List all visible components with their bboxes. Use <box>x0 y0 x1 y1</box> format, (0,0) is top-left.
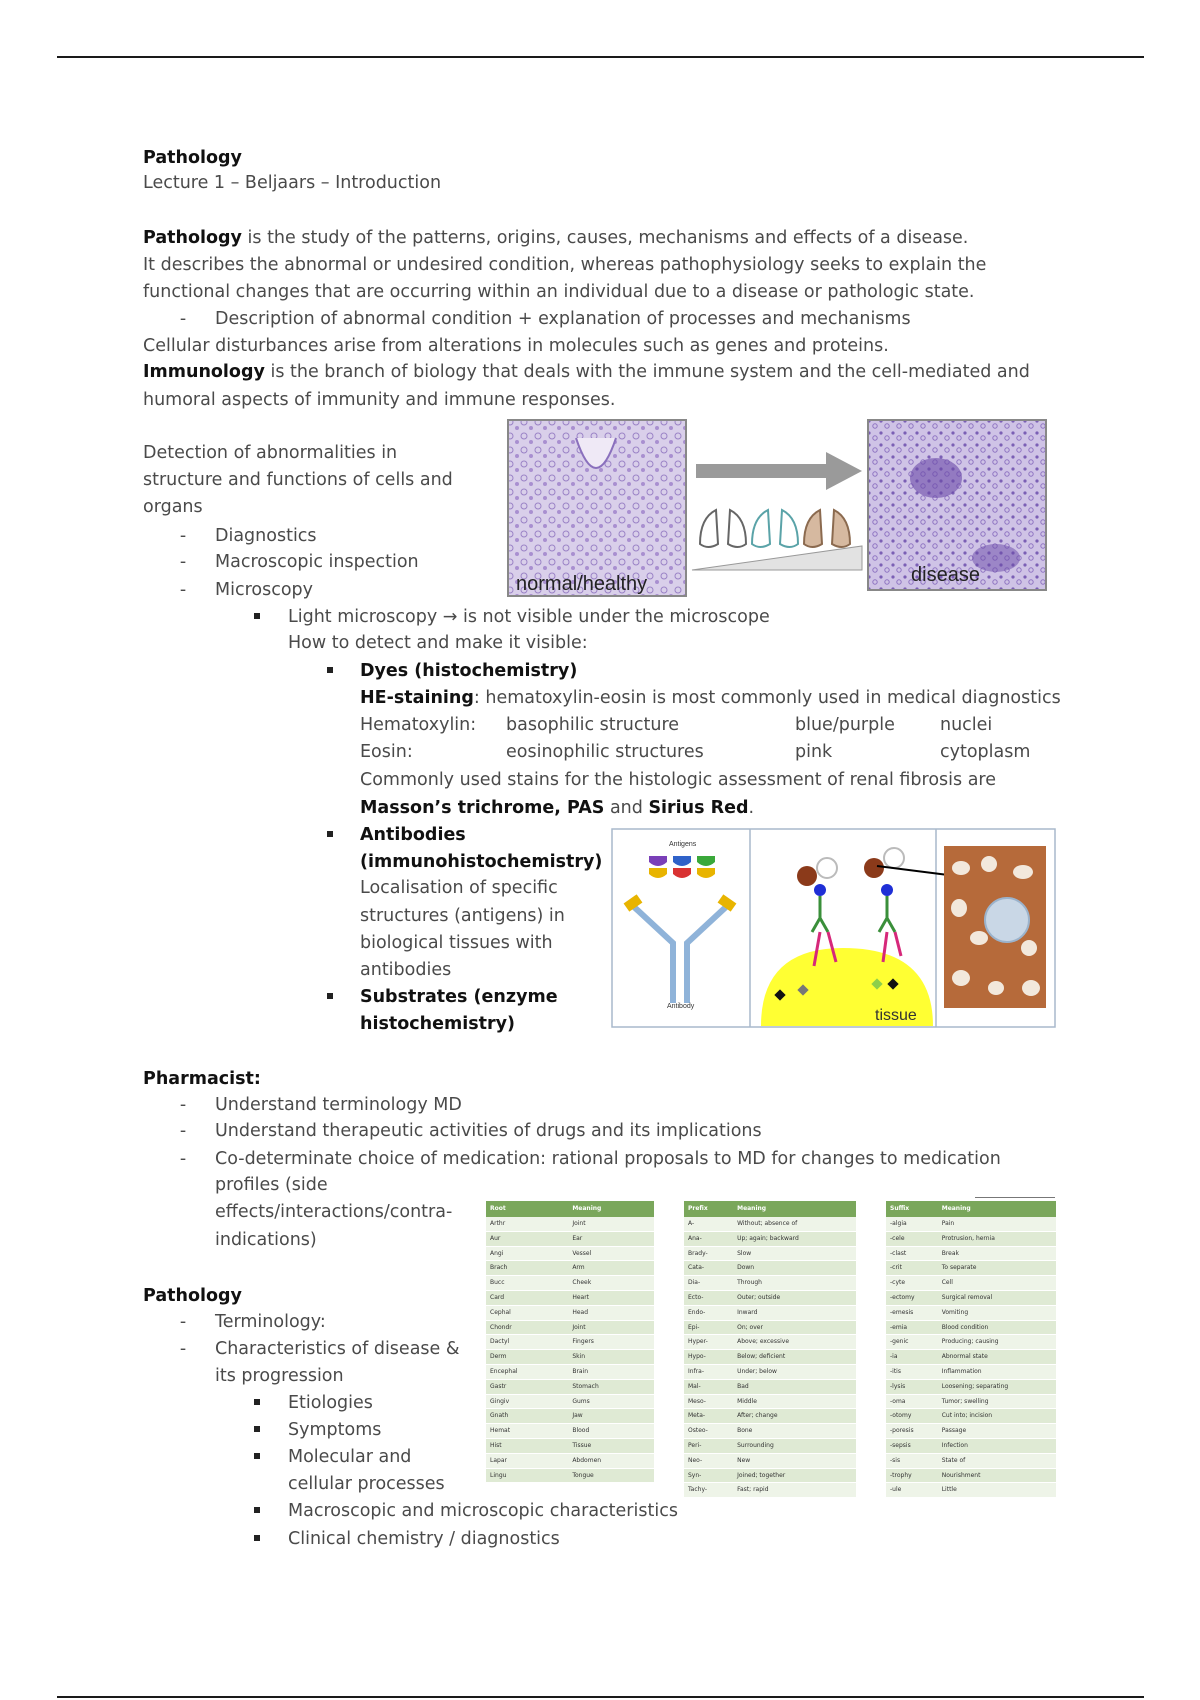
he-staining-desc: : hematoxylin-eosin is most commonly used in medical diagnostics <box>473 688 1061 708</box>
table-row <box>486 1468 654 1483</box>
table-cell: Gingiv <box>486 1394 568 1409</box>
table-header-row <box>684 1201 856 1217</box>
table-cell: Cheek <box>568 1276 654 1291</box>
stain-eosin-name: Eosin: <box>360 742 413 762</box>
pathology-definition: is the study of the patterns, origins, causes, mechanisms and effects of a disease. <box>241 228 969 248</box>
renal-line: Commonly used stains for the histologic assessment of renal fibrosis are <box>360 770 996 790</box>
table-row <box>886 1364 1056 1379</box>
table-cell: Hyper- <box>684 1335 733 1350</box>
table-row <box>886 1438 1056 1453</box>
table-row <box>886 1335 1056 1350</box>
dash-bullet: - <box>179 1121 187 1141</box>
table-cell: Cut into; incision <box>938 1409 1056 1424</box>
table-cell: Blood condition <box>938 1320 1056 1335</box>
table-cell: -ia <box>886 1350 938 1365</box>
stains-end: . <box>748 798 755 818</box>
table-cell: Cell <box>938 1276 1056 1291</box>
table-row <box>486 1305 654 1320</box>
table-cell: Endo- <box>684 1305 733 1320</box>
detection-line-2: structure and functions of cells and <box>143 470 453 490</box>
table-cell: Arm <box>568 1261 654 1276</box>
dash-bullet: - <box>179 1095 187 1115</box>
suffix-terms-table <box>886 1201 1056 1498</box>
table-header-cell: Meaning <box>733 1201 856 1217</box>
root-terms-table <box>486 1201 654 1483</box>
table-cell: Card <box>486 1290 568 1305</box>
table-cell: Abdomen <box>568 1453 654 1468</box>
table-cell: -otomy <box>886 1409 938 1424</box>
table-cell: Jaw <box>568 1409 654 1424</box>
table-cell: -emesis <box>886 1305 938 1320</box>
substrates-subtitle: histochemistry) <box>360 1014 516 1034</box>
table-row <box>684 1231 856 1246</box>
pharmacist-item-2: Understand therapeutic activities of drugs and its implications <box>215 1121 762 1141</box>
intro-paragraph-1 <box>143 225 968 251</box>
table-cell: Fast; rapid <box>733 1483 856 1498</box>
table-cell: Up; again; backward <box>733 1231 856 1246</box>
table-cell: -sepsis <box>886 1438 938 1453</box>
stain-hematoxylin-color: blue/purple <box>795 715 895 735</box>
light-microscopy: Light microscopy → is not visible under the microscope <box>288 607 770 627</box>
table-cell: Joint <box>568 1320 654 1335</box>
square-bullet <box>327 993 333 999</box>
table-cell: Down <box>733 1261 856 1276</box>
square-bullet <box>254 1453 260 1459</box>
immunohistochemistry-figure <box>611 828 1056 1028</box>
table-cell: -oma <box>886 1394 938 1409</box>
table-cell: Outer; outside <box>733 1290 856 1305</box>
table-cell: Syn- <box>684 1468 733 1483</box>
table-cell: Abnormal state <box>938 1350 1056 1365</box>
dash-bullet: - <box>179 1312 187 1332</box>
table-cell: Inflammation <box>938 1364 1056 1379</box>
table-row <box>684 1394 856 1409</box>
table-cell: Gastr <box>486 1379 568 1394</box>
table-row <box>684 1261 856 1276</box>
table-row <box>486 1276 654 1291</box>
table-row <box>486 1424 654 1439</box>
pharmacist-item-1: Understand terminology MD <box>215 1095 462 1115</box>
table-cell: Lingu <box>486 1468 568 1483</box>
table-cell: -genic <box>886 1335 938 1350</box>
antibodies-subtitle: (immunohistochemistry) <box>360 852 603 872</box>
table-row <box>886 1320 1056 1335</box>
stain-hematoxylin-name: Hematoxylin: <box>360 715 477 735</box>
table-header-cell: Meaning <box>938 1201 1056 1217</box>
table-cell: Peri- <box>684 1438 733 1453</box>
table-row <box>684 1364 856 1379</box>
square-bullet <box>327 831 333 837</box>
table-row <box>886 1424 1056 1439</box>
table-cell: -lysis <box>886 1379 938 1394</box>
table-row <box>486 1409 654 1424</box>
table-cell: Under; below <box>733 1364 856 1379</box>
table-row <box>886 1246 1056 1261</box>
table-cell: Meta- <box>684 1409 733 1424</box>
table-row <box>886 1409 1056 1424</box>
table-row <box>684 1483 856 1498</box>
table-row <box>684 1438 856 1453</box>
table-cell: -cele <box>886 1231 938 1246</box>
detection-line-1: Detection of abnormalities in <box>143 443 398 463</box>
table-row <box>684 1305 856 1320</box>
pharmacist-item-3-cont-2: effects/interactions/contra- <box>215 1202 453 1222</box>
table-cell: -ule <box>886 1483 938 1498</box>
table-cell: Tongue <box>568 1468 654 1483</box>
square-bullet <box>327 667 333 673</box>
table-cell: Dia- <box>684 1276 733 1291</box>
intro-paragraph-4 <box>143 359 1030 385</box>
table-row <box>486 1350 654 1365</box>
table-row <box>886 1468 1056 1483</box>
sub-macroscopic: Macroscopic and microscopic characteristics <box>288 1501 678 1521</box>
table-cell: Lapar <box>486 1453 568 1468</box>
table-cell: Middle <box>733 1394 856 1409</box>
table-cell: Through <box>733 1276 856 1291</box>
disease-label: disease <box>911 564 980 586</box>
intro-paragraph-4b: humoral aspects of immunity and immune responses. <box>143 390 616 410</box>
table-cell: Slow <box>733 1246 856 1261</box>
table-cell: Passage <box>938 1424 1056 1439</box>
normal-label: normal/healthy <box>516 573 648 595</box>
table-row <box>486 1217 654 1231</box>
table-cell: Little <box>938 1483 1056 1498</box>
table-row <box>486 1438 654 1453</box>
table-row <box>684 1350 856 1365</box>
table-cell: Ecto- <box>684 1290 733 1305</box>
detection-item-macroscopic: Macroscopic inspection <box>215 552 419 572</box>
table-cell: Infection <box>938 1438 1056 1453</box>
immunology-definition: is the branch of biology that deals with the immune system and the cell-mediated and <box>264 362 1030 382</box>
table-row <box>684 1409 856 1424</box>
stain-eosin-target: cytoplasm <box>940 742 1031 762</box>
table-row <box>486 1261 654 1276</box>
histology-figure <box>506 418 1056 598</box>
immunology-term: Immunology <box>143 362 265 382</box>
table-cell: Tissue <box>568 1438 654 1453</box>
table-cell: Arthr <box>486 1217 568 1231</box>
dash-bullet: - <box>179 1149 187 1169</box>
table-cell: Joint <box>568 1217 654 1231</box>
substrates-title: Substrates (enzyme <box>360 987 558 1007</box>
table-cell: Skin <box>568 1350 654 1365</box>
normal-tissue-image <box>508 420 686 596</box>
table-row <box>486 1394 654 1409</box>
table-cell: Loosening; separating <box>938 1379 1056 1394</box>
severity-wedge <box>692 546 862 570</box>
detection-item-microscopy: Microscopy <box>215 580 314 600</box>
table-cell: Epi- <box>684 1320 733 1335</box>
table-cell: -ectomy <box>886 1290 938 1305</box>
table-cell: Encephal <box>486 1364 568 1379</box>
pharmacist-item-3-cont-1: profiles (side <box>215 1175 328 1195</box>
antibodies-desc-2: structures (antigens) in <box>360 906 565 926</box>
table-row <box>886 1217 1056 1231</box>
table-row <box>886 1350 1056 1365</box>
table-row <box>486 1231 654 1246</box>
table-cell: Joined; together <box>733 1468 856 1483</box>
pathology-section-title: Pathology <box>143 1286 242 1306</box>
table-cell: Meso- <box>684 1394 733 1409</box>
table-cell: -emia <box>886 1320 938 1335</box>
table-cell: -itis <box>886 1364 938 1379</box>
table-row <box>886 1261 1056 1276</box>
table-cell: Producing; causing <box>938 1335 1056 1350</box>
he-staining-term: HE-staining <box>360 688 474 708</box>
pathology-term: Pathology <box>143 228 242 248</box>
table-row <box>486 1364 654 1379</box>
table-cell: Osteo- <box>684 1424 733 1439</box>
table-cell: Fingers <box>568 1335 654 1350</box>
antibodies-desc-1: Localisation of specific <box>360 878 558 898</box>
table-divider <box>975 1197 1055 1198</box>
table-cell: Gums <box>568 1394 654 1409</box>
antibodies-desc-3: biological tissues with <box>360 933 553 953</box>
table-cell: Tumor; swelling <box>938 1394 1056 1409</box>
table-cell: Bad <box>733 1379 856 1394</box>
table-row <box>486 1246 654 1261</box>
table-cell: -clast <box>886 1246 938 1261</box>
table-header-cell: Suffix <box>886 1201 938 1217</box>
ihc-tissue-image <box>944 846 1046 1008</box>
table-row <box>684 1379 856 1394</box>
arrow-icon <box>696 452 862 490</box>
table-header-row <box>886 1201 1056 1217</box>
square-bullet <box>254 1399 260 1405</box>
table-cell: To separate <box>938 1261 1056 1276</box>
table-cell: Below; deficient <box>733 1350 856 1365</box>
lungs-icon <box>700 510 850 547</box>
table-row <box>684 1320 856 1335</box>
table-cell: On; over <box>733 1320 856 1335</box>
table-cell: Pain <box>938 1217 1056 1231</box>
how-to-detect: How to detect and make it visible: <box>288 633 588 653</box>
dash-bullet: - <box>179 309 187 329</box>
table-cell: Bucc <box>486 1276 568 1291</box>
table-cell: Cephal <box>486 1305 568 1320</box>
square-bullet <box>254 1426 260 1432</box>
stain-names-1: Masson’s trichrome, PAS <box>360 798 605 818</box>
sub-symptoms: Symptoms <box>288 1420 382 1440</box>
square-bullet <box>254 613 260 619</box>
table-header-row <box>486 1201 654 1217</box>
antibody-label: Antibody <box>667 1003 695 1010</box>
intro-bullet: Description of abnormal condition + explanation of processes and mechanisms <box>215 309 911 329</box>
sub-etiologies: Etiologies <box>288 1393 373 1413</box>
table-row <box>684 1453 856 1468</box>
table-row <box>684 1424 856 1439</box>
table-row <box>684 1246 856 1261</box>
table-header-cell: Root <box>486 1201 568 1217</box>
stain-eosin-structure: eosinophilic structures <box>506 742 704 762</box>
table-cell: Brain <box>568 1364 654 1379</box>
table-cell: Cata- <box>684 1261 733 1276</box>
table-header-cell: Prefix <box>684 1201 733 1217</box>
table-cell: A- <box>684 1217 733 1231</box>
table-row <box>886 1290 1056 1305</box>
table-cell: -algia <box>886 1217 938 1231</box>
table-cell: -trophy <box>886 1468 938 1483</box>
table-cell: -poresis <box>886 1424 938 1439</box>
table-cell: Heart <box>568 1290 654 1305</box>
antigens-label: Antigens <box>669 841 697 848</box>
table-cell: Vessel <box>568 1246 654 1261</box>
table-cell: Bone <box>733 1424 856 1439</box>
table-row <box>486 1379 654 1394</box>
table-row <box>684 1290 856 1305</box>
intro-paragraph-2b: functional changes that are occurring within an individual due to a disease or pathologic state. <box>143 282 975 302</box>
dash-bullet: - <box>179 1339 187 1359</box>
table-cell: Derm <box>486 1350 568 1365</box>
top-rule <box>57 56 1144 58</box>
table-row <box>886 1379 1056 1394</box>
table-cell: Head <box>568 1305 654 1320</box>
table-row <box>886 1483 1056 1498</box>
square-bullet <box>254 1507 260 1513</box>
sub-molecular-cont: cellular processes <box>288 1474 445 1494</box>
stain-eosin-color: pink <box>795 742 833 762</box>
table-row <box>486 1453 654 1468</box>
stains-and: and <box>604 798 649 818</box>
table-row <box>486 1320 654 1335</box>
sub-clinical-chemistry: Clinical chemistry / diagnostics <box>288 1529 560 1549</box>
table-cell: -sis <box>886 1453 938 1468</box>
stain-names-2: Sirius Red <box>648 798 749 818</box>
antibodies-desc-4: antibodies <box>360 960 452 980</box>
table-row <box>886 1394 1056 1409</box>
table-cell: Surrounding <box>733 1438 856 1453</box>
table-cell: Angi <box>486 1246 568 1261</box>
pathology-item-characteristics-cont: its progression <box>215 1366 344 1386</box>
pharmacist-title: Pharmacist: <box>143 1069 261 1089</box>
table-cell: Nourishment <box>938 1468 1056 1483</box>
table-cell: Inward <box>733 1305 856 1320</box>
table-cell: Break <box>938 1246 1056 1261</box>
sub-molecular: Molecular and <box>288 1447 412 1467</box>
stains-line <box>360 795 754 821</box>
table-cell: Brach <box>486 1261 568 1276</box>
table-cell: -cyte <box>886 1276 938 1291</box>
antibodies-title: Antibodies <box>360 825 466 845</box>
dash-bullet: - <box>179 552 187 572</box>
detection-line-3: organs <box>143 497 203 517</box>
table-cell: Chondr <box>486 1320 568 1335</box>
stain-hematoxylin-structure: basophilic structure <box>506 715 680 735</box>
prefix-terms-table <box>684 1201 856 1498</box>
table-row <box>886 1453 1056 1468</box>
he-staining-line <box>360 685 1061 711</box>
pharmacist-item-3: Co-determinate choice of medication: rational proposals to MD for changes to medication <box>215 1149 1001 1169</box>
table-cell: Surgical removal <box>938 1290 1056 1305</box>
table-row <box>684 1468 856 1483</box>
table-cell: New <box>733 1453 856 1468</box>
table-row <box>684 1276 856 1291</box>
pharmacist-item-3-cont-3: indications) <box>215 1230 317 1250</box>
table-cell: Stomach <box>568 1379 654 1394</box>
table-cell: Brady- <box>684 1246 733 1261</box>
table-cell: Vomiting <box>938 1305 1056 1320</box>
table-cell: Hypo- <box>684 1350 733 1365</box>
table-cell: Ear <box>568 1231 654 1246</box>
table-cell: After; change <box>733 1409 856 1424</box>
stain-hematoxylin-target: nuclei <box>940 715 993 735</box>
intro-paragraph-3: Cellular disturbances arise from alterations in molecules such as genes and proteins. <box>143 336 889 356</box>
table-cell: Infra- <box>684 1364 733 1379</box>
table-cell: Protrusion, hernia <box>938 1231 1056 1246</box>
table-cell: Without; absence of <box>733 1217 856 1231</box>
table-row <box>486 1335 654 1350</box>
dash-bullet: - <box>179 526 187 546</box>
table-cell: Aur <box>486 1231 568 1246</box>
page-title: Pathology <box>143 148 242 168</box>
table-cell: Mal- <box>684 1379 733 1394</box>
table-row <box>684 1217 856 1231</box>
table-cell: Ana- <box>684 1231 733 1246</box>
tissue-label: tissue <box>875 1007 917 1024</box>
table-cell: Tachy- <box>684 1483 733 1498</box>
table-cell: Hemat <box>486 1424 568 1439</box>
page-subtitle: Lecture 1 – Beljaars – Introduction <box>143 173 442 193</box>
table-cell: Neo- <box>684 1453 733 1468</box>
table-cell: Above; excessive <box>733 1335 856 1350</box>
table-row <box>886 1231 1056 1246</box>
table-cell: Hist <box>486 1438 568 1453</box>
dash-bullet: - <box>179 580 187 600</box>
intro-paragraph-2a: It describes the abnormal or undesired condition, whereas pathophysiology seeks to explain the <box>143 255 987 275</box>
square-bullet <box>254 1535 260 1541</box>
table-cell: Blood <box>568 1424 654 1439</box>
table-row <box>684 1335 856 1350</box>
table-row <box>486 1290 654 1305</box>
dyes-title: Dyes (histochemistry) <box>360 661 578 681</box>
table-cell: State of <box>938 1453 1056 1468</box>
pathology-item-characteristics: Characteristics of disease & <box>215 1339 460 1359</box>
detection-item-diagnostics: Diagnostics <box>215 526 317 546</box>
table-cell: Gnath <box>486 1409 568 1424</box>
table-header-cell: Meaning <box>568 1201 654 1217</box>
table-cell: Dactyl <box>486 1335 568 1350</box>
table-row <box>886 1276 1056 1291</box>
bottom-rule <box>57 1696 1144 1698</box>
pathology-item-terminology: Terminology: <box>215 1312 326 1332</box>
table-row <box>886 1305 1056 1320</box>
table-cell: -crit <box>886 1261 938 1276</box>
